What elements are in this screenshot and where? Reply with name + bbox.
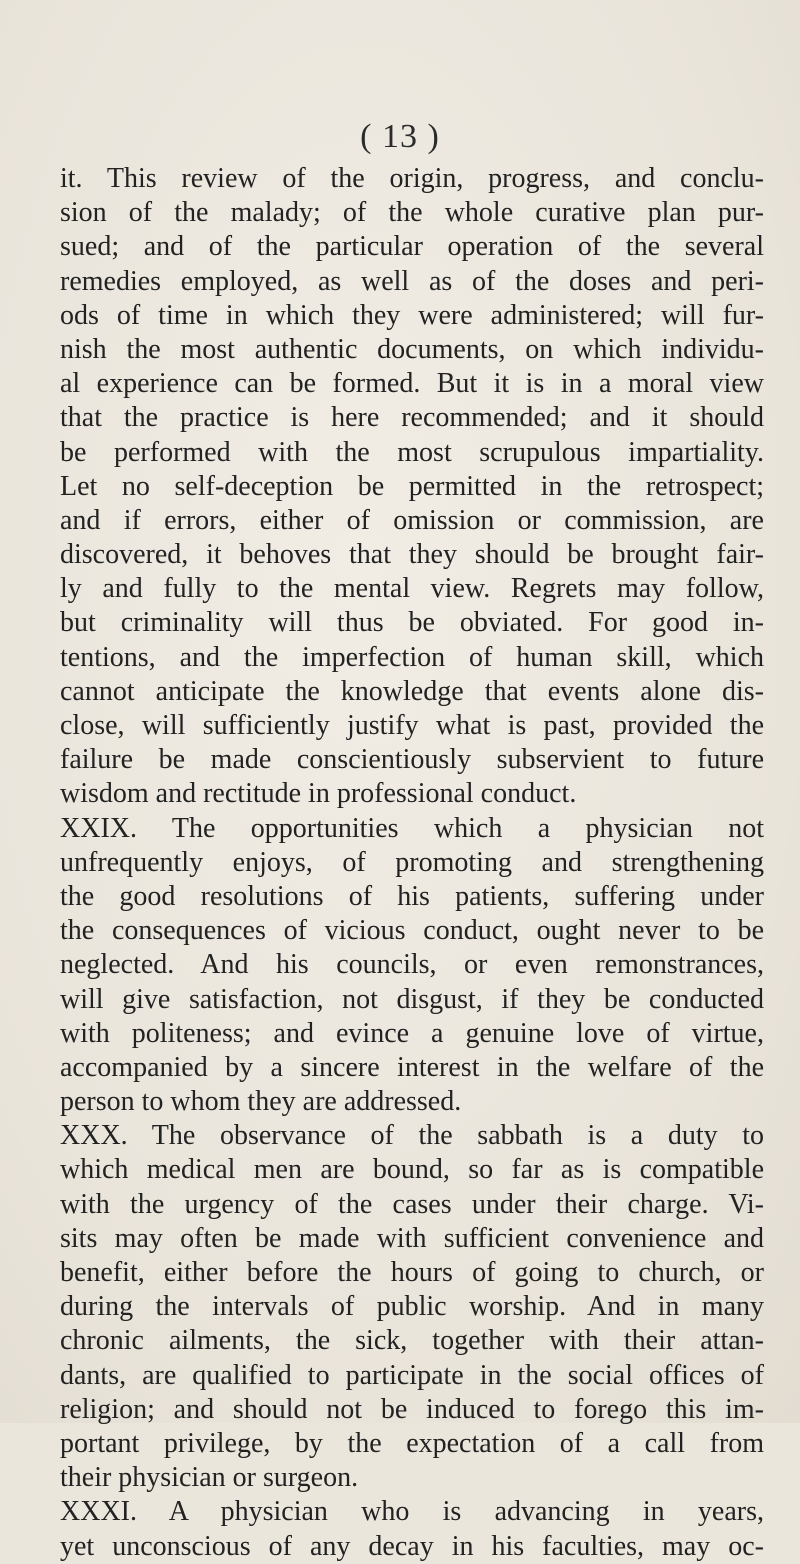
text-line: portant privilege, by the expectation of a call from	[60, 1427, 764, 1459]
page-number: ( 13 )	[360, 118, 440, 155]
text-line: ly and fully to the mental view. Regrets may follow,	[60, 573, 764, 605]
text-line: dants, are qualified to participate in the social offices of	[60, 1359, 764, 1391]
paragraph-end-line: person to whom they are addressed.	[60, 1086, 462, 1118]
section-heading-line: XXIX. The opportunities which a physician not	[60, 812, 764, 844]
paragraph-end-line: wisdom and rectitude in professional conduct.	[60, 778, 577, 810]
text-line: cannot anticipate the knowledge that events alone dis-	[60, 675, 764, 707]
text-line: Let no self-deception be permitted in the retrospect;	[60, 470, 764, 502]
text-line: sits may often be made with sufficient convenience and	[60, 1222, 764, 1254]
text-line: tentions, and the imperfection of human skill, which	[60, 641, 764, 673]
text-line: be performed with the most scrupulous impartiality.	[60, 436, 764, 468]
text-line: yet unconscious of any decay in his faculties, may oc-	[60, 1530, 764, 1562]
section-heading-line: XXXI. A physician who is advancing in years,	[60, 1496, 764, 1528]
text-line: al experience can be formed. But it is in a moral view	[60, 368, 764, 400]
text-line: neglected. And his councils, or even remonstrances,	[60, 949, 764, 981]
text-line: but criminality will thus be obviated. For good in-	[60, 607, 764, 639]
text-line: ods of time in which they were administered; will fur-	[60, 299, 764, 331]
text-line: sion of the malady; of the whole curative plan pur-	[60, 197, 764, 229]
paragraph-end-line: their physician or surgeon.	[60, 1462, 359, 1494]
text-line: benefit, either before the hours of going to church, or	[60, 1257, 764, 1288]
section-heading-line: XXX. The observance of the sabbath is a duty to	[60, 1120, 764, 1152]
text-line: failure be made conscientiously subservient to future	[60, 744, 764, 776]
text-line: during the intervals of public worship. And in many	[60, 1291, 764, 1323]
text-line: that the practice is here recommended; and it should	[60, 402, 764, 434]
text-line: the consequences of vicious conduct, ought never to be	[60, 915, 764, 947]
text-line: and if errors, either of omission or commission, are	[60, 504, 764, 536]
text-line: unfrequently enjoys, of promoting and strengthening	[60, 846, 764, 878]
text-line: which medical men are bound, so far as is compatible	[60, 1154, 764, 1186]
text-line: will give satisfaction, not disgust, if they be conducted	[60, 983, 764, 1015]
text-line: remedies employed, as well as of the doses and peri-	[60, 265, 764, 297]
text-line: religion; and should not be induced to forego this im-	[60, 1393, 764, 1425]
text-line: accompanied by a sincere interest in the welfare of the	[60, 1051, 764, 1083]
text-line: the good resolutions of his patients, suffering under	[60, 880, 764, 912]
text-line: with politeness; and evince a genuine love of virtue,	[60, 1017, 764, 1049]
text-line: nish the most authentic documents, on which individu-	[60, 333, 764, 365]
text-line: it. This review of the origin, progress, and conclu-	[60, 163, 764, 194]
text-line: discovered, it behoves that they should be brought fair-	[60, 539, 764, 571]
text-line: chronic ailments, the sick, together with their attan-	[60, 1325, 764, 1357]
text-line: with the urgency of the cases under their charge. Vi-	[60, 1188, 764, 1220]
text-line: close, will sufficiently justify what is past, provided the	[60, 710, 764, 741]
text-line: sued; and of the particular operation of the several	[60, 231, 764, 263]
body-text	[60, 162, 764, 1564]
